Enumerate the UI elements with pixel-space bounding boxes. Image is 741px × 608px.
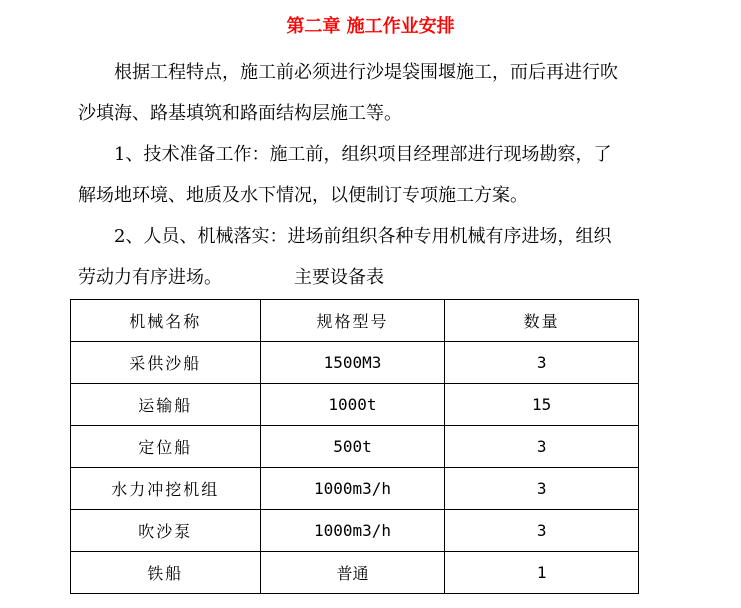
machine-name-cell: 铁船	[71, 552, 261, 594]
paragraph-line	[78, 52, 648, 93]
paragraph-line: 解场地环境、地质及水下情况，以便制订专项施工方案。	[78, 185, 528, 206]
specification-cell: 1000m3/h	[260, 468, 445, 510]
header-machine-name: 机械名称	[71, 300, 261, 342]
header-specification: 规格型号	[260, 300, 445, 342]
quantity-cell: 3	[445, 468, 639, 510]
table-row	[71, 510, 639, 552]
machine-name-cell: 采供沙船	[71, 342, 261, 384]
paragraph-text: 1、技术准备工作：施工前，组织项目经理部进行现场勘察，了	[114, 144, 612, 165]
specification-cell: 1000m3/h	[260, 510, 445, 552]
table-caption: 主要设备表	[294, 267, 384, 288]
table-row	[71, 384, 639, 426]
paragraph-text: 劳动力有序进场。	[78, 267, 222, 288]
header-quantity: 数量	[445, 300, 639, 342]
machine-name-cell: 定位船	[71, 426, 261, 468]
paragraph-text: 根据工程特点，施工前必须进行沙堤袋围堰施工，而后再进行吹	[114, 62, 618, 83]
table-row	[71, 552, 639, 594]
paragraph-line	[78, 134, 648, 175]
paragraph-line: 沙填海、路基填筑和路面结构层施工等。	[78, 103, 402, 124]
specification-cell: 普通	[260, 552, 445, 594]
paragraph-technical-preparation	[78, 134, 648, 216]
quantity-cell: 1	[445, 552, 639, 594]
specification-cell: 1000t	[260, 384, 445, 426]
table-header-row	[71, 300, 639, 342]
quantity-cell: 3	[445, 510, 639, 552]
paragraph-text: 2、人员、机械落实：进场前组织各种专用机械有序进场，组织	[114, 226, 612, 247]
paragraph-construction-overview	[78, 52, 648, 134]
quantity-cell: 15	[445, 384, 639, 426]
table-row	[71, 342, 639, 384]
chapter-title: 第二章 施工作业安排	[286, 16, 455, 37]
paragraph-line	[78, 216, 648, 257]
table-row	[71, 468, 639, 510]
quantity-cell: 3	[445, 342, 639, 384]
quantity-cell: 3	[445, 426, 639, 468]
machine-name-cell: 吹沙泵	[71, 510, 261, 552]
table-row	[71, 426, 639, 468]
machine-name-cell: 水力冲挖机组	[71, 468, 261, 510]
specification-cell: 1500M3	[260, 342, 445, 384]
specification-cell: 500t	[260, 426, 445, 468]
paragraph-personnel-machinery	[78, 216, 648, 298]
paragraph-line	[78, 257, 648, 298]
equipment-table	[70, 299, 639, 594]
machine-name-cell: 运输船	[71, 384, 261, 426]
